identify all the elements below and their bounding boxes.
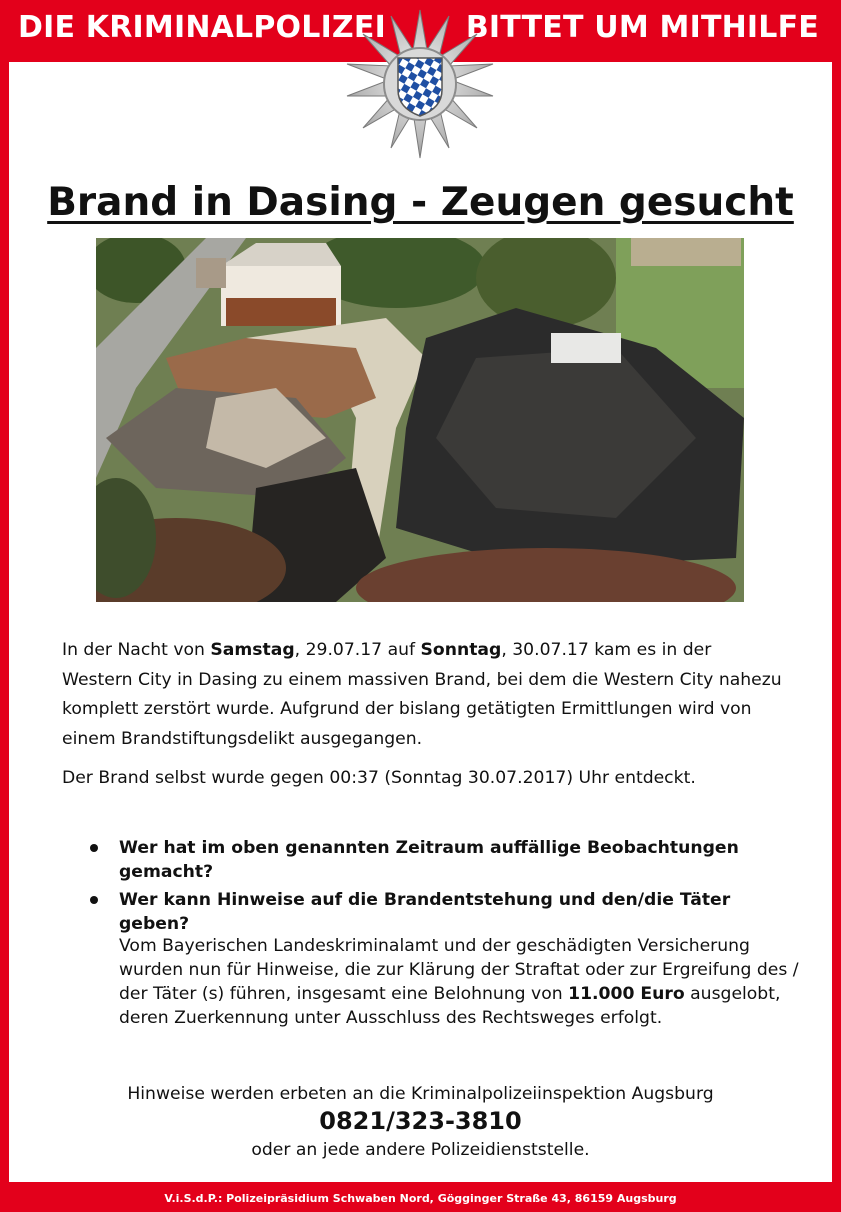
question-text: Wer hat im oben genannten Zeitraum auffällige Beobachtungen gemacht?	[119, 838, 739, 882]
contact-intro: Hinweise werden erbeten an die Kriminalpolizeiinspektion Augsburg	[127, 1084, 714, 1104]
police-star-badge-icon	[343, 8, 497, 162]
header-title-left: DIE KRIMINALPOLIZEI	[18, 10, 386, 45]
question-text: Wer kann Hinweise auf die Brandentstehung und den/die Täter geben?	[119, 890, 731, 934]
intro-paragraph	[62, 636, 782, 754]
contact-alternative: oder an jede andere Polizeidienststelle.	[251, 1140, 590, 1160]
intro-text-1: In der Nacht von	[62, 640, 211, 660]
fire-scene-photo	[96, 238, 744, 602]
list-item	[88, 888, 788, 936]
headline-text: Brand in Dasing - Zeugen gesucht	[47, 180, 794, 225]
intro-bold-saturday: Samstag	[210, 640, 295, 660]
discovery-paragraph: Der Brand selbst wurde gegen 00:37 (Sonntag 30.07.2017) Uhr entdeckt.	[62, 768, 696, 788]
reward-text-1: Vom Bayerischen Landeskriminalamt und der geschädigten Versicherung wurden nun für Hinweise, die zur Klärung der Straftat oder zur Ergreifung des / der Täter (s) führen, insgesamt eine Belohnung von	[119, 936, 799, 1004]
question-list	[88, 836, 788, 940]
list-item	[88, 836, 788, 884]
reward-text-2: ausgelobt, deren Zuerkennung unter Ausschluss des Rechtsweges erfolgt.	[119, 984, 781, 1028]
reward-paragraph	[119, 934, 799, 1030]
bullet-icon	[90, 844, 98, 852]
contact-phone-number: 0821/323-3810	[319, 1107, 522, 1135]
intro-text-3: , 30.07.17 kam es in der Western City in Dasing zu einem massiven Brand, bei dem die Western City nahezu komplett zerstört wurde. Aufgrund der bislang getätigten Ermittlungen wird von einem Brandstiftungsdelikt ausgegangen.	[62, 640, 782, 749]
page-title	[0, 180, 841, 225]
intro-text-2: , 29.07.17 auf	[294, 640, 421, 660]
bullet-icon	[90, 896, 98, 904]
reward-amount: 11.000 Euro	[568, 984, 685, 1004]
footer-imprint: V.i.S.d.P.: Polizeipräsidium Schwaben Nord, Gögginger Straße 43, 86159 Augsburg	[164, 1192, 677, 1205]
header-title-right: BITTET UM MITHILFE	[465, 10, 819, 45]
intro-bold-sunday: Sonntag	[420, 640, 502, 660]
